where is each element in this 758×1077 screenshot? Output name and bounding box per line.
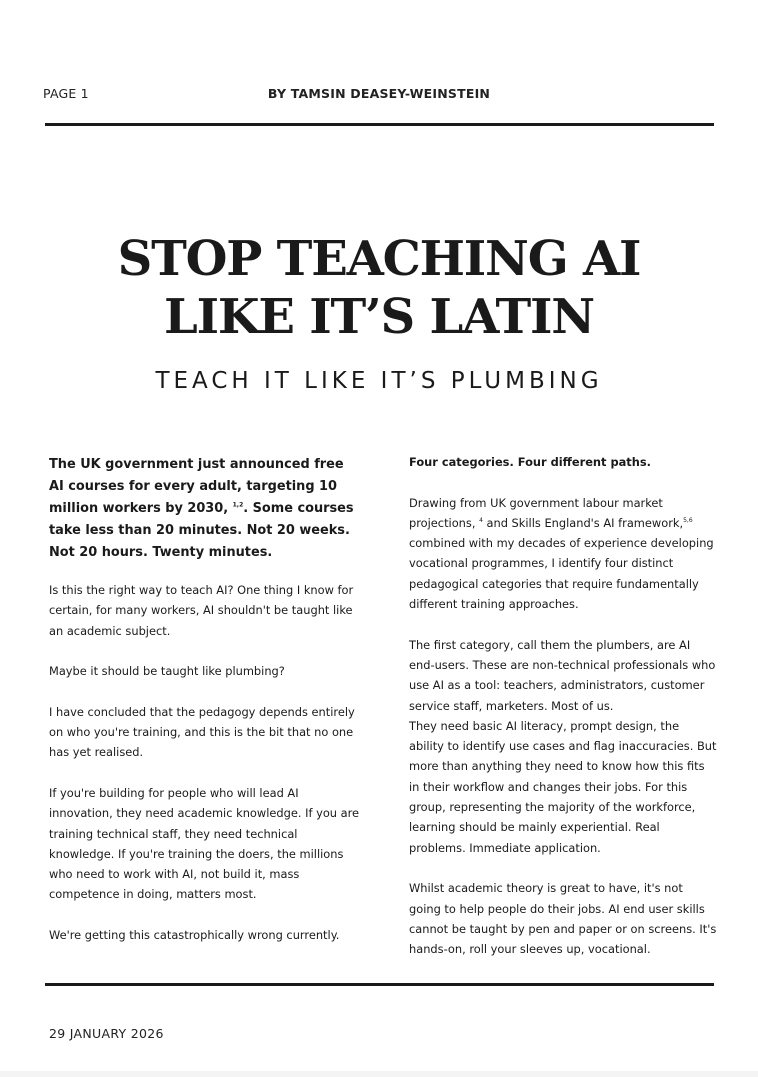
body-paragraph: I have concluded that the pedagogy depends entirely on who you're training, and this is the bit that no one has yet realised. <box>49 704 355 760</box>
footer-divider <box>45 983 714 986</box>
lead-text: The UK government just announced free AI courses for every adult, targeting 10 million workers by 2030, <box>49 457 344 516</box>
p2-text-b: They need basic AI literacy, prompt design, the ability to identify use cases and flag inaccuracies. But more than anything they need to know how this fits in their workflow and changes their jobs. For this group, representing the majority of the workforce, learning should be mainly experiential. Real problems. Immediate application. <box>409 718 717 855</box>
article-title <box>0 230 758 346</box>
body-paragraph: Is this the right way to teach AI? One thing I know for certain, for many workers, AI shouldn't be taught like an academic subject. <box>49 583 354 638</box>
body-paragraph: Whilst academic theory is great to have, it's not going to help people do their jobs. AI end user skills cannot be taught by pen and paper or on screens. It's hands-on, roll your sleeves up, vocational. <box>409 881 717 957</box>
lead-text-end: . Some courses take less than 20 minutes. Not 20 weeks. Not 20 hours. Twenty minutes. <box>49 501 354 560</box>
section-kicker: Four categories. Four different paths. <box>409 455 651 469</box>
page-number: PAGE 1 <box>43 86 89 101</box>
footnote-ref: 4 <box>479 517 483 525</box>
title-line-2: LIKE IT’S LATIN <box>164 289 594 345</box>
body-paragraph: We're getting this catastrophically wrong currently. <box>49 928 340 943</box>
author-byline: BY TAMSIN DEASEY-WEINSTEIN <box>267 86 491 101</box>
p1-text-c: combined with my decades of experience developing vocational programmes, I identify four distinct pedagogical categories that require fundamentally different training approaches. <box>409 536 714 612</box>
article-subtitle: TEACH IT LIKE IT’S PLUMBING <box>155 368 603 394</box>
body-paragraph <box>409 635 717 858</box>
lead-footnote-ref: 1,2 <box>232 501 244 509</box>
p1-text-b: and Skills England's AI framework, <box>482 515 684 530</box>
right-column <box>409 452 717 980</box>
body-paragraph: If you're building for people who will lead AI innovation, they need academic knowledge. If you are training technical staff, they need technical knowledge. If you're training the doers, the millions who need to work with AI, not build it, mass competence in doing, matters most. <box>49 785 360 902</box>
title-line-1: STOP TEACHING AI <box>117 231 641 287</box>
left-column <box>49 580 361 966</box>
footnote-ref: 5,6 <box>683 517 693 525</box>
header-divider <box>45 123 714 126</box>
page-bottom-edge <box>0 1071 758 1077</box>
lead-paragraph <box>49 454 361 564</box>
publish-date: 29 JANUARY 2026 <box>49 1026 164 1041</box>
body-paragraph <box>409 493 717 615</box>
p2-text-a: The first category, call them the plumbers, are AI end-users. These are non-technical professionals who use AI as a tool: teachers, administrators, customer service staff, marketers. Most of us. <box>409 637 716 713</box>
p1-text-a: Drawing from UK government labour market projections, <box>409 495 663 530</box>
body-paragraph: Maybe it should be taught like plumbing? <box>49 664 285 679</box>
